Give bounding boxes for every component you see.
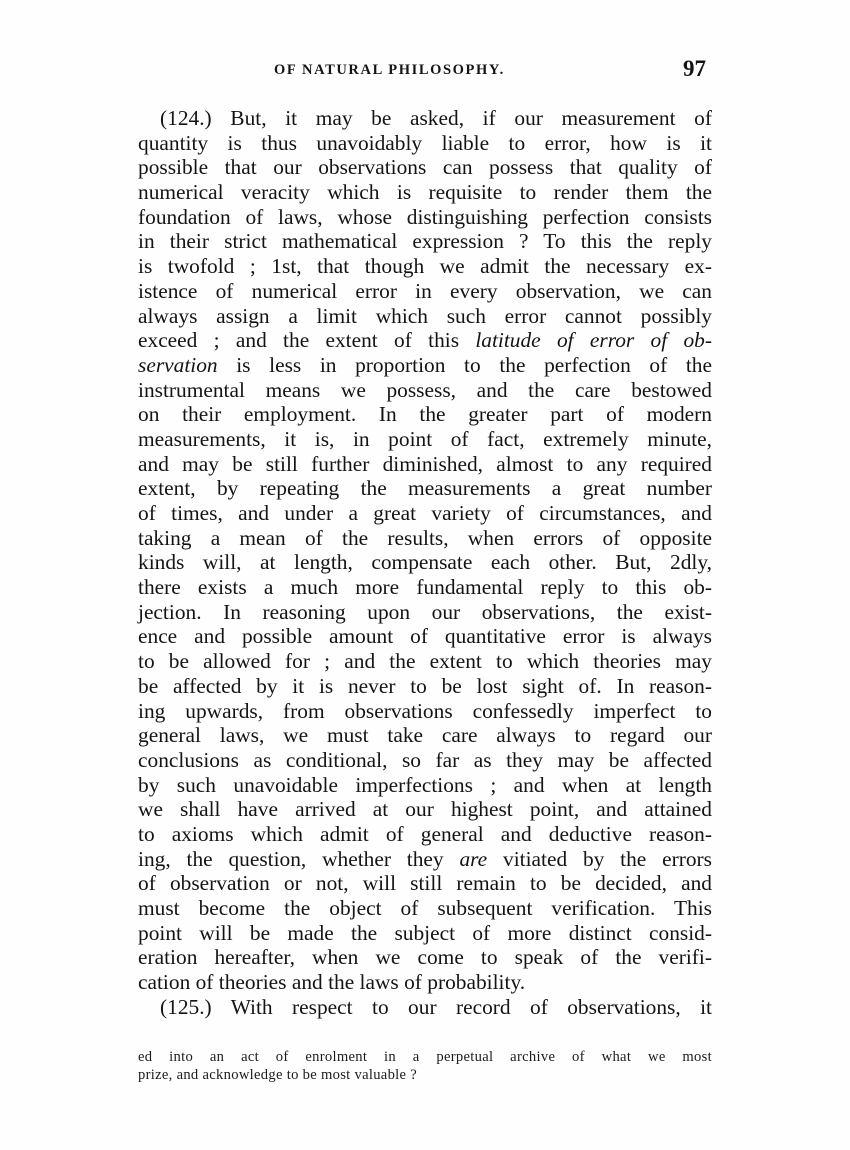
text-line: cation of theories and the laws of probability. [138, 970, 526, 995]
text-line: kinds will, at length, compensate each other. But, 2dly, [138, 550, 712, 575]
text-line: to axioms which admit of general and deductive reason- [138, 821, 712, 846]
text-segment: ing, the question, whether they [138, 846, 460, 871]
text-segment: exceed ; and the extent of this [138, 328, 476, 353]
text-line: (125.) With respect to our record of observations, it [160, 994, 712, 1019]
text-segment: vitiated by the errors [487, 846, 713, 871]
text-line: jection. In reasoning upon our observations, the exist- [138, 599, 712, 624]
text-line: point will be made the subject of more distinct consid- [138, 920, 712, 945]
text-line: extent, by repeating the measurements a great number [138, 476, 712, 501]
footnote-line: ed into an act of enrolment in a perpetual archive of what we most [138, 1049, 712, 1065]
text-line: by such unavoidable imperfections ; and when at length [138, 772, 712, 797]
text-line: general laws, we must take care always to regard our [138, 723, 712, 748]
text-line: always assign a limit which such error cannot possibly [138, 303, 712, 328]
text-line: conclusions as conditional, so far as they may be affected [138, 747, 712, 772]
text-line: is twofold ; 1st, that though we admit the necessary ex- [138, 254, 712, 279]
text-line: of times, and under a great variety of circumstances, and [138, 501, 712, 525]
text-line: there exists a much more fundamental reply to this ob- [138, 575, 712, 600]
text-line: quantity is thus unavoidably liable to error, how is it [138, 130, 712, 155]
text-line: and may be still further diminished, almost to any required [138, 451, 712, 476]
text-line [138, 353, 712, 378]
text-line: possible that our observations can possess that quality of [138, 155, 712, 180]
text-line: numerical veracity which is requisite to render them the [138, 180, 712, 205]
text-line: in their strict mathematical expression ? To this the reply [138, 229, 712, 254]
running-title: OF NATURAL PHILOSOPHY. [274, 62, 505, 78]
body-text [138, 106, 712, 1019]
footnote-line: prize, and acknowledge to be most valuable ? [138, 1067, 418, 1083]
text-line: we shall have arrived at our highest point, and attained [138, 797, 712, 822]
text-line: eration hereafter, when we come to speak of the verifi- [138, 945, 712, 970]
page-number: 97 [683, 56, 706, 81]
text-line: be affected by it is never to be lost sight of. In reason- [138, 673, 712, 698]
text-line: taking a mean of the results, when errors of opposite [138, 525, 712, 550]
text-line: to be allowed for ; and the extent to which theories may [138, 649, 712, 674]
text-line: istence of numerical error in every observation, we can [138, 278, 712, 303]
text-line: instrumental means we possess, and the care bestowed [138, 377, 712, 402]
italic-text-segment: are [459, 846, 488, 871]
italic-text-segment: latitude of error of ob- [475, 328, 712, 353]
text-line [138, 847, 712, 872]
text-line: (124.) But, it may be asked, if our measurement of [160, 106, 712, 130]
text-line: measurements, it is, in point of fact, extremely minute, [138, 426, 712, 451]
text-line: ing upwards, from observations confessedly imperfect to [138, 698, 712, 723]
text-line [138, 328, 712, 353]
text-line: on their employment. In the greater part of modern [138, 402, 712, 427]
footnote [138, 1048, 712, 1084]
italic-text-segment: servation [138, 352, 218, 377]
text-segment: is less in proportion to the perfection of the [217, 352, 712, 377]
text-line: foundation of laws, whose distinguishing perfection consists [138, 204, 712, 229]
running-head [138, 58, 712, 88]
text-line: ence and possible amount of quantitative error is always [138, 624, 712, 649]
text-line: of observation or not, will still remain to be decided, and [138, 871, 712, 896]
text-line: must become the object of subsequent verification. This [138, 896, 712, 920]
